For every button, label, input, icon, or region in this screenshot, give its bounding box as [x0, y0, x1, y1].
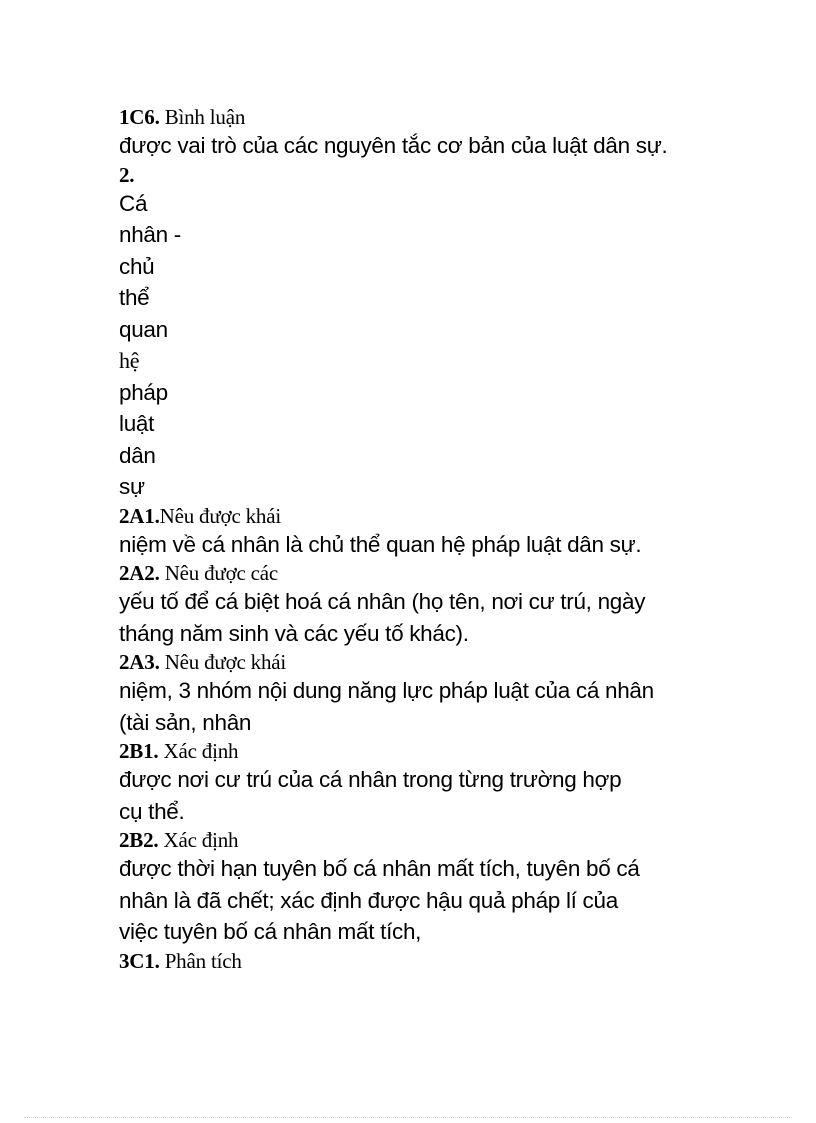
item-code: 1C6.	[119, 105, 160, 129]
body-line: nhân là đã chết; xác định được hậu quả pháp lí của	[119, 887, 618, 913]
item-title: Nêu được khái	[164, 650, 287, 674]
item-2b1-heading	[119, 738, 719, 764]
body-line: tháng năm sinh và các yếu tố khác).	[119, 620, 469, 646]
section-2-title	[119, 188, 719, 503]
item-code: 2A1.	[119, 503, 160, 528]
section-title-word: Cá	[119, 190, 148, 216]
section-title-word: chủ	[119, 253, 155, 279]
item-code: 2B2.	[119, 828, 159, 852]
item-2a1-body: niệm về cá nhân là chủ thể quan hệ pháp luật dân sự.	[119, 531, 642, 557]
item-2b2-body	[119, 853, 719, 948]
section-2-heading	[119, 162, 719, 188]
section-title-word: pháp	[119, 379, 168, 405]
section-title-word: thể	[119, 285, 150, 310]
body-line: việc tuyên bố cá nhân mất tích,	[119, 919, 422, 944]
item-2a3-heading	[119, 649, 719, 675]
body-line: yếu tố để cá biệt hoá cá nhân (họ tên, nơi cư trú, ngày	[119, 589, 646, 614]
item-title: Nêu được các	[164, 561, 279, 585]
item-2a3-body	[119, 675, 719, 738]
section-title-word: luật	[119, 411, 155, 436]
item-2a2-body	[119, 586, 719, 649]
item-code: 2A2.	[119, 561, 160, 585]
item-title: Phân tích	[164, 948, 242, 973]
section-title-word: dân	[119, 442, 156, 468]
item-title: Xác định	[163, 828, 239, 852]
item-title: Nêu được khái	[159, 503, 281, 528]
page-bottom-rule	[24, 1117, 792, 1118]
item-2b1-body	[119, 764, 719, 827]
item-code: 2A3.	[119, 650, 160, 674]
document-content	[119, 104, 719, 974]
section-title-word: nhân -	[119, 222, 181, 247]
body-line: (tài sản, nhân	[119, 709, 252, 735]
item-1c6-heading	[119, 104, 719, 130]
item-2a1-heading	[119, 503, 719, 529]
body-line: được nơi cư trú của cá nhân trong từng trường hợp	[119, 767, 622, 792]
item-title: Bình luận	[164, 105, 246, 129]
item-code: 2B1.	[119, 739, 159, 763]
item-title: Xác định	[163, 739, 239, 763]
section-title-word: hệ	[119, 348, 140, 373]
section-title-word: quan	[119, 316, 168, 342]
section-title-word: sự	[119, 474, 145, 499]
section-code: 2.	[119, 162, 135, 187]
body-line: được thời hạn tuyên bố cá nhân mất tích, tuyên bố cá	[119, 856, 640, 881]
body-line: niệm, 3 nhóm nội dung năng lực pháp luật của cá nhân	[119, 678, 654, 703]
body-line: cụ thể.	[119, 798, 185, 824]
item-1c6-body: được vai trò của các nguyên tắc cơ bản của luật dân sự.	[119, 133, 668, 158]
item-3c1-heading	[119, 948, 719, 974]
item-2a2-heading	[119, 560, 719, 586]
item-2b2-heading	[119, 827, 719, 853]
item-code: 3C1.	[119, 948, 160, 973]
